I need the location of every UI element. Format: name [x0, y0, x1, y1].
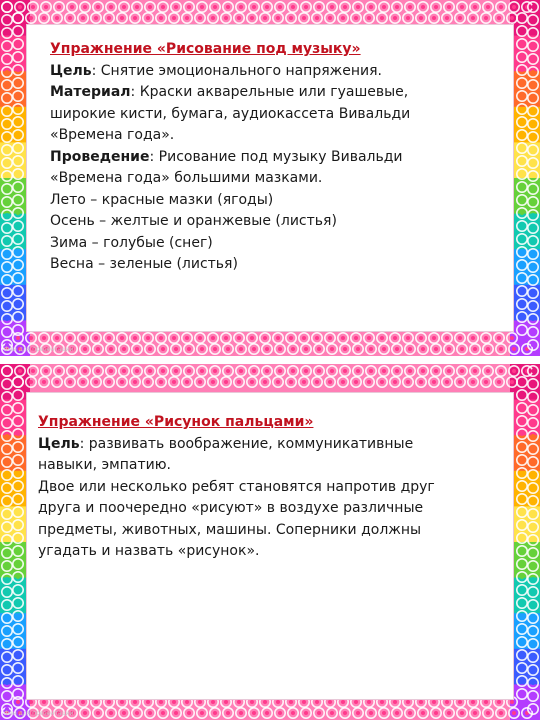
procedure-text-2: «Времена года» большими мазками. [50, 170, 323, 186]
material-text-2: широкие кисти, бумага, аудиокассета Вивальди [50, 105, 411, 122]
material-text-3: «Времена года». [50, 127, 175, 143]
slide-text [50, 39, 470, 276]
description-line-3: предметы, животных, машины. Соперники должны [38, 521, 422, 538]
goal-label: Цель [50, 62, 92, 79]
description-line-1: Двое или несколько ребят становятся напротив друг [38, 478, 435, 495]
procedure-label: Проведение [50, 148, 150, 165]
season-summer: Лето – красные мазки (ягоды) [50, 191, 274, 208]
slide-1 [0, 0, 540, 356]
goal-text-1: : развивать воображение, коммуникативные [79, 435, 414, 452]
season-spring: Весна – зеленые (листья) [50, 256, 238, 272]
procedure-text-1: : Рисование под музыку Вивальди [149, 148, 403, 165]
season-winter: Зима – голубые (снег) [50, 234, 213, 251]
description-line-4: угадать и назвать «рисунок». [38, 543, 260, 559]
goal-label: Цель [38, 435, 80, 452]
season-autumn: Осень – желтые и оранжевые (листья) [50, 213, 337, 229]
slide-2 [0, 364, 540, 720]
watermark: Фон для презентации [4, 346, 74, 353]
slide-text [38, 412, 478, 563]
goal-text-2: навыки, эмпатию. [38, 457, 171, 473]
exercise-title: Упражнение «Рисунок пальцами» [38, 414, 314, 430]
material-text-1: : Краски акварельные или гуашевые, [130, 84, 409, 100]
description-line-2: друга и поочередно «рисуют» в воздухе различные [38, 500, 424, 516]
material-label: Материал [50, 84, 131, 100]
exercise-title: Упражнение «Рисование под музыку» [50, 41, 361, 57]
watermark: Фон для презентации [4, 710, 74, 717]
goal-text: : Снятие эмоционального напряжения. [91, 62, 382, 79]
